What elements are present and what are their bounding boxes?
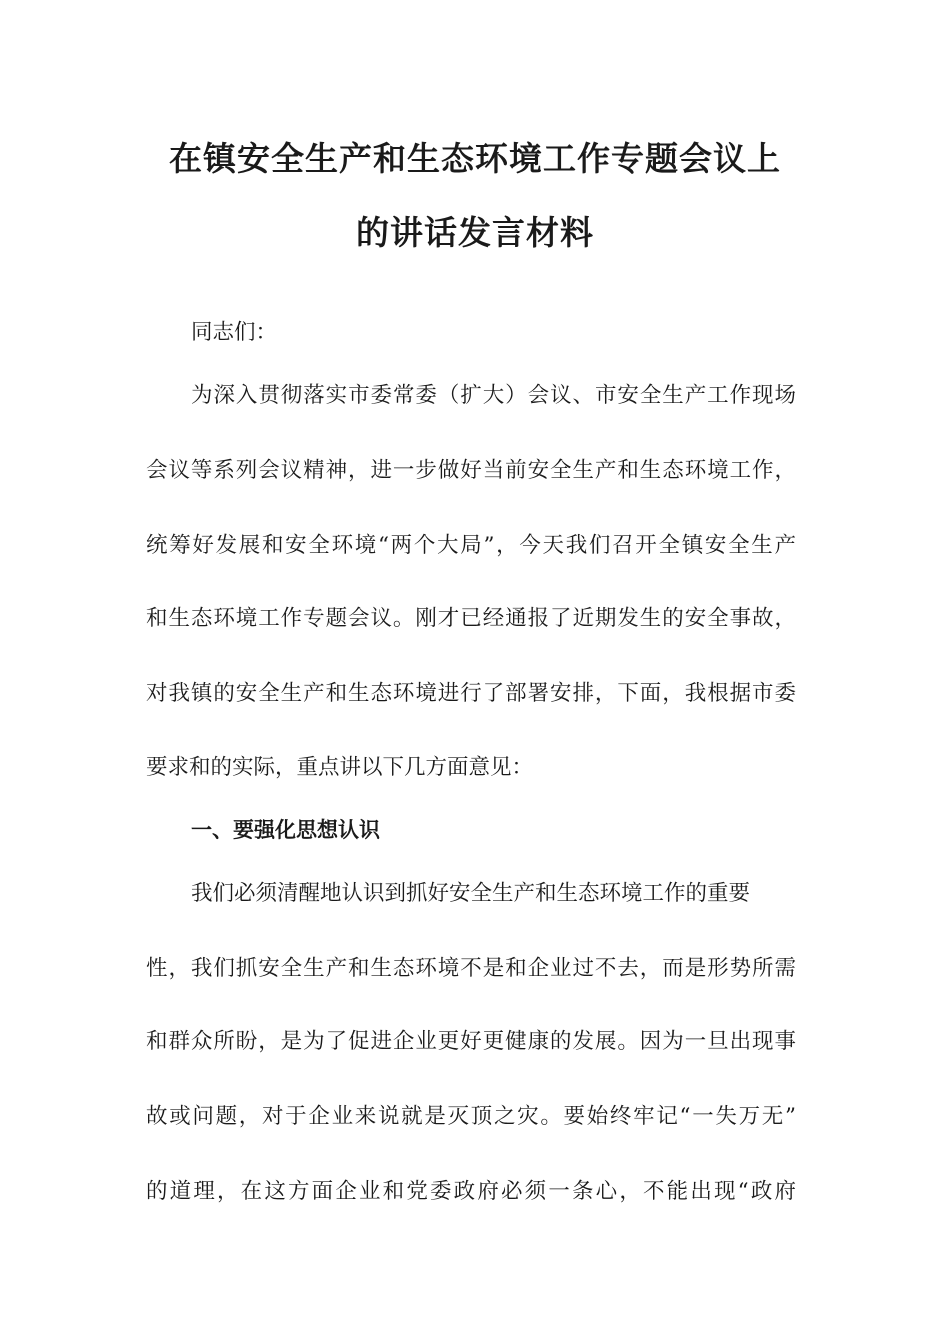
document-title-line-1: 在镇安全生产和生态环境工作专题会议上 [169, 139, 781, 178]
salutation: 同志们： [191, 320, 278, 345]
paragraph-1-line-6: 要求和的实际，重点讲以下几方面意见： [146, 755, 534, 780]
paragraph-2-line-1: 我们必须清醒地认识到抓好安全生产和生态环境工作的重要 [191, 881, 751, 906]
section-1-heading: 一、要强化思想认识 [191, 818, 380, 842]
paragraph-2-line-4: 故或问题，对于企业来说就是灭顶之灾。要始终牢记“一失万无” [146, 1104, 796, 1129]
paragraph-2-line-2: 性，我们抓安全生产和生态环境不是和企业过不去，而是形势所需 [146, 956, 796, 981]
paragraph-1-line-2: 会议等系列会议精神，进一步做好当前安全生产和生态环境工作， [146, 458, 796, 483]
paragraph-2-line-5: 的道理，在这方面企业和党委政府必须一条心，不能出现“政府 [146, 1179, 796, 1204]
paragraph-1-line-3: 统筹好发展和安全环境“两个大局”，今天我们召开全镇安全生产 [146, 533, 796, 558]
document-title-line-2: 的讲话发言材料 [356, 213, 594, 252]
paragraph-2-line-3: 和群众所盼，是为了促进企业更好更健康的发展。因为一旦出现事 [146, 1029, 796, 1054]
paragraph-1-line-4: 和生态环境工作专题会议。刚才已经通报了近期发生的安全事故， [146, 606, 796, 631]
paragraph-1-line-5: 对我镇的安全生产和生态环境进行了部署安排，下面，我根据市委 [146, 681, 796, 706]
paragraph-1-line-1: 为深入贯彻落实市委常委（扩大）会议、市安全生产工作现场 [191, 383, 796, 408]
